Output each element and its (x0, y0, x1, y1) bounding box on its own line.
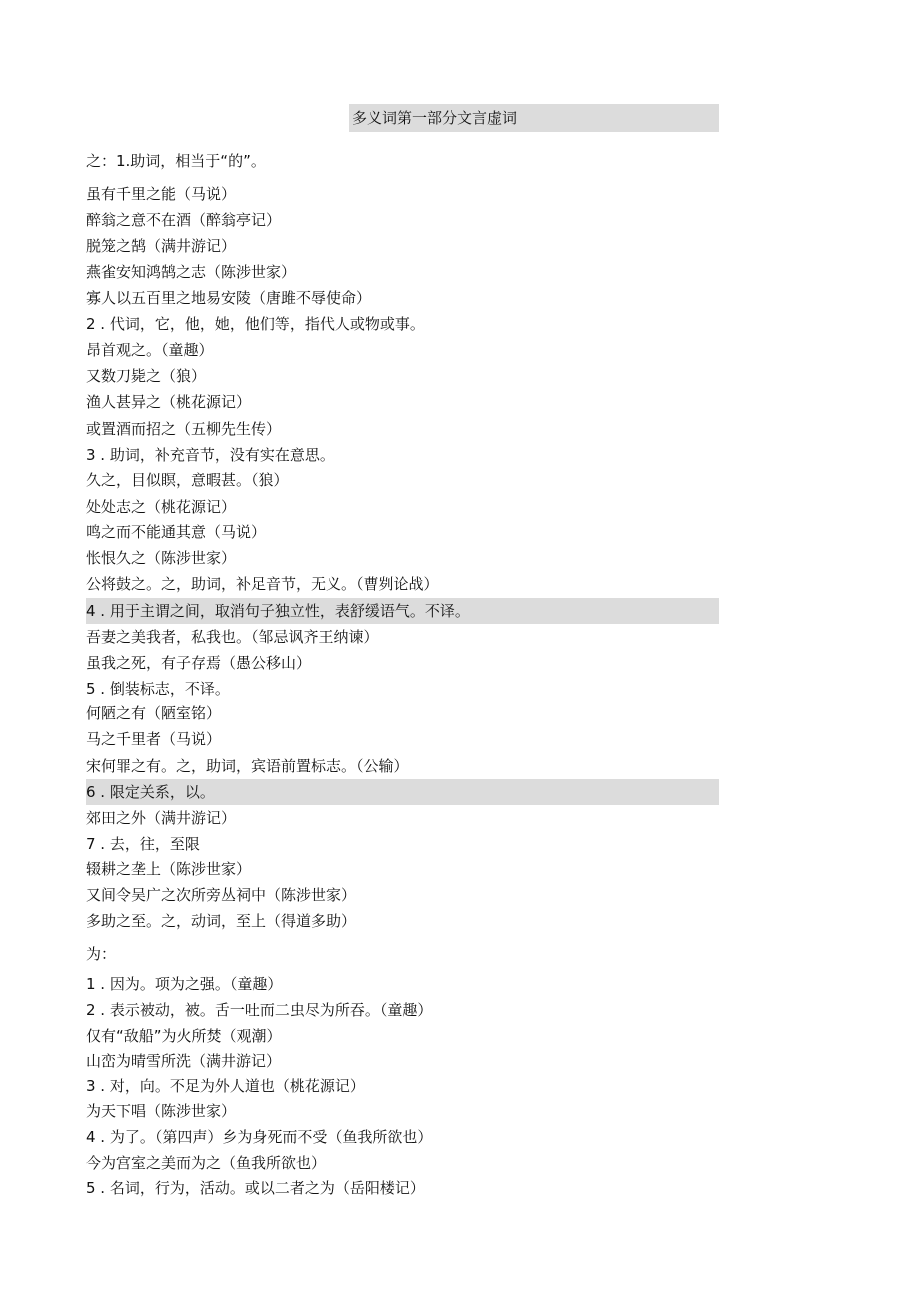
text-line: 昂首观之。（童趣） (86, 341, 214, 359)
text-line: 渔人甚异之（桃花源记） (86, 393, 252, 411)
text-line: 或置酒而招之（五柳先生传） (86, 420, 282, 438)
definition-line: 2 . 表示被动，被。舌一吐而二虫尽为所吞。（童趣） (86, 1001, 433, 1019)
definition-line: 1 . 因为。项为之强。（童趣） (86, 975, 283, 993)
text-line: 久之，目似瞑，意暇甚。（狼） (86, 471, 289, 489)
text-line: 马之千里者（马说） (86, 730, 222, 748)
text-line: 公将鼓之。之，助词，补足音节，无义。（曹刿论战） (86, 575, 439, 593)
text-line: 又数刀毙之（狼） (86, 367, 207, 385)
text-line: 山峦为晴雪所洗（满井游记） (86, 1052, 282, 1070)
definition-line: 5 . 名词，行为，活动。或以二者之为（岳阳楼记） (86, 1179, 425, 1197)
definition-line: 7 . 去，往，至限 (86, 835, 200, 853)
text-line: 为天下唱（陈涉世家） (86, 1102, 237, 1120)
section-heading-wei: 为： (86, 945, 117, 963)
text-line: 鸣之而不能通其意（马说） (86, 523, 267, 541)
page-title: 多义词第一部分文言虚词 (349, 104, 719, 132)
definition-line: 4 . 为了。（第四声）乡为身死而不受（鱼我所欲也） (86, 1128, 433, 1146)
text-line: 郊田之外（满井游记） (86, 809, 237, 827)
definition-line: 3 . 对，向。不足为外人道也（桃花源记） (86, 1077, 365, 1095)
text-line: 醉翁之意不在酒（醉翁亭记） (86, 211, 282, 229)
text-line: 燕雀安知鸿鹄之志（陈涉世家） (86, 263, 297, 281)
text-line: 虽有千里之能（马说） (86, 185, 237, 203)
text-line: 吾妻之美我者，私我也。（邹忌讽齐王纳谏） (86, 628, 379, 646)
definition-line: 5 . 倒装标志，不译。 (86, 680, 230, 698)
text-line: 寡人以五百里之地易安陵（唐雎不辱使命） (86, 289, 372, 307)
text-line: 又间令吴广之次所旁丛祠中（陈涉世家） (86, 886, 357, 904)
definition-line-highlighted: 6 . 限定关系，以。 (86, 779, 719, 805)
definition-line-highlighted: 4 . 用于主谓之间，取消句子独立性，表舒缓语气。不译。 (86, 598, 719, 624)
text-line: 宋何罪之有。之，助词，宾语前置标志。（公输） (86, 757, 409, 775)
text-line: 虽我之死，有子存焉（愚公移山） (86, 654, 312, 672)
text-line: 处处志之（桃花源记） (86, 498, 237, 516)
text-line: 怅恨久之（陈涉世家） (86, 549, 237, 567)
text-line: 脱笼之鹄（满井游记） (86, 237, 237, 255)
text-line: 何陋之有（陋室铭） (86, 704, 222, 722)
text-line: 仅有“敌船”为火所焚（观潮） (86, 1027, 282, 1045)
section-heading-zhi: 之：1.助词，相当于“的”。 (86, 152, 266, 170)
definition-line: 2 . 代词，它，他，她，他们等，指代人或物或事。 (86, 315, 425, 333)
text-line: 辍耕之垄上（陈涉世家） (86, 860, 252, 878)
text-line: 今为宫室之美而为之（鱼我所欲也） (86, 1154, 327, 1172)
text-line: 多助之至。之，动词，至上（得道多助） (86, 912, 357, 930)
definition-line: 3 . 助词，补充音节，没有实在意思。 (86, 446, 335, 464)
